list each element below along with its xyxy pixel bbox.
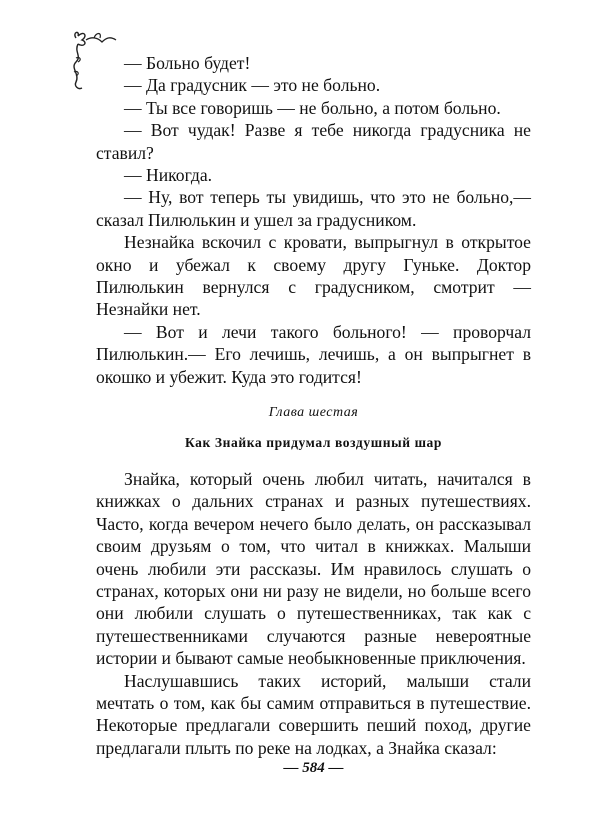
body-paragraph: Наслушавшись таких историй, малыши стали мечтать о том, как бы самим отправиться в путешествие. Некоторые предлагали совершить пеший поход, другие предлагали плыть по реке на лодках, а Знайка сказал: (96, 670, 531, 758)
dialogue-line: — Ну, вот теперь ты увидишь, что это не больно,— сказал Пилюлькин и ушел за градусником. (96, 187, 531, 230)
dialogue-line: — Да градусник — это не больно. (124, 75, 381, 96)
dialogue-line: — Больно будет! (124, 53, 251, 73)
chapter-label: Глава шестая (268, 405, 359, 420)
dialogue-line: — Вот и лечи такого больного! — проворчал Пилюлькин.— Его лечишь, лечишь, а он выпрыгнет в окошко и убежит. Куда это годится! (96, 321, 531, 387)
chapter-body (96, 468, 531, 759)
narrative-paragraph: Незнайка вскочил с кровати, выпрыгнул в открытое окно и убежал к своему другу Гуньке. Доктор Пилюлькин вернулся с градусником, смотрит — Незнайки нет. (96, 232, 531, 320)
dialogue-section (96, 52, 531, 388)
page-number: — 584 — (283, 760, 344, 776)
dialogue-line: — Никогда. (124, 165, 213, 186)
chapter-title: Как Знайка придумал воздушный шар (184, 435, 443, 450)
dialogue-line: — Ты все говоришь — не больно, а потом больно. (124, 97, 501, 118)
dialogue-line: — Вот чудак! Разве я тебе никогда градусника не ставил? (96, 120, 531, 163)
body-paragraph: Знайка, который очень любил читать, начитался в книжках о дальних странах и разных путешествиях. Часто, когда вечером нечего было делать, он рассказывал своим друзьям о том, что читал в книжках. Малыши очень любили эти рассказы. Им нравилось слушать о странах, которых они ни разу не видели, но больше всего они любили слушать о путешественниках, так как с путешественниками случаются разные невероятные истории и бывают самые необыкновенные приключения. (96, 469, 531, 669)
